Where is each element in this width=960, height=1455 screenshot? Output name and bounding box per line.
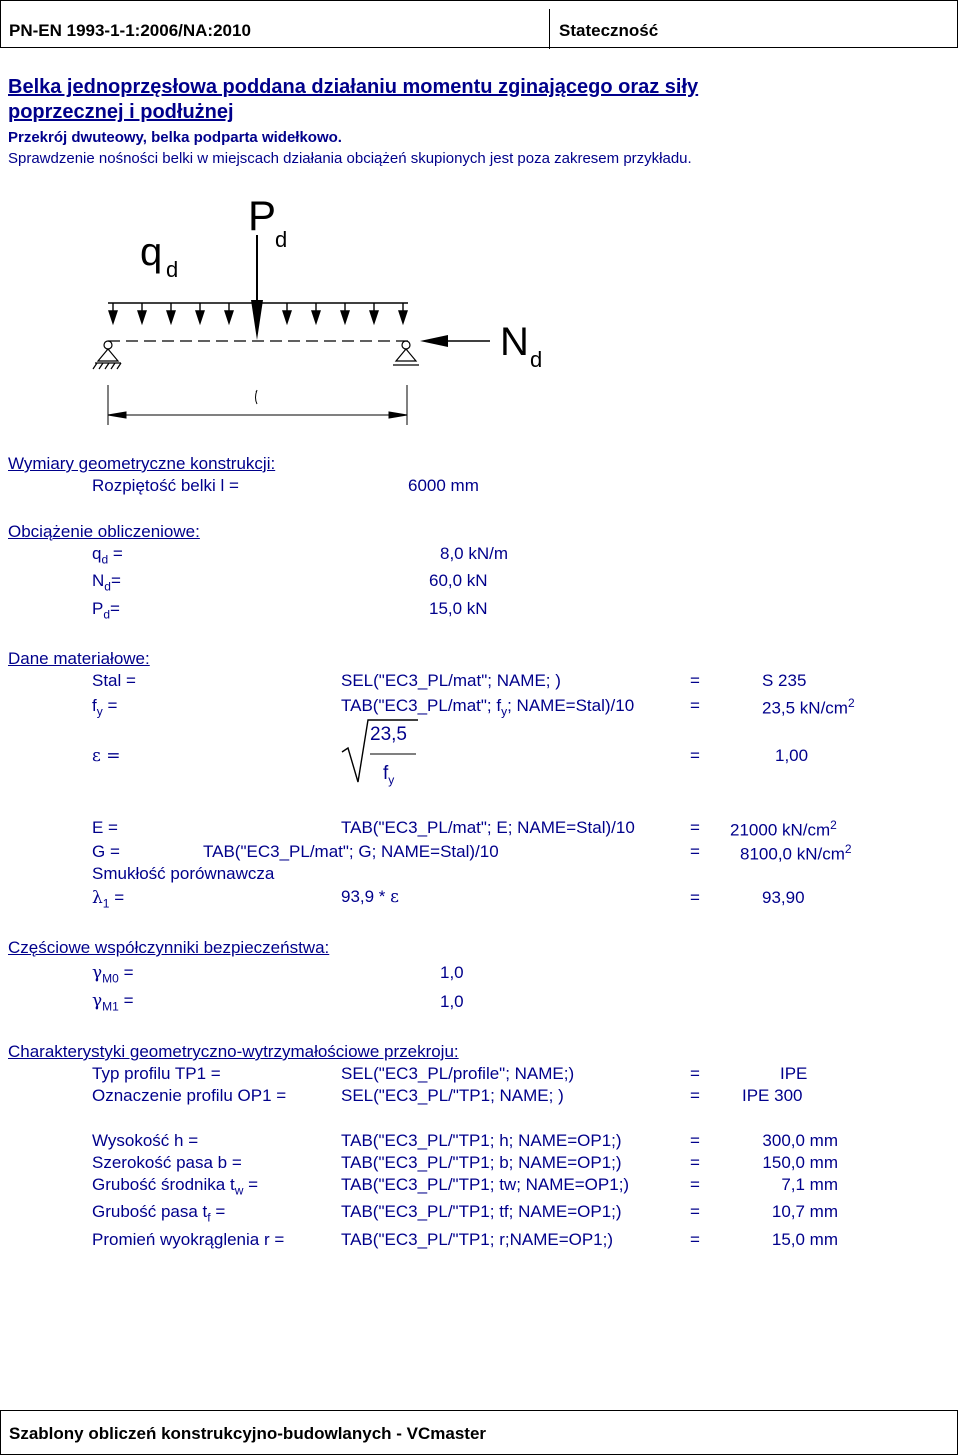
n-symbol: N — [500, 320, 529, 364]
steel-label: Stal = — [92, 671, 136, 690]
root-radius-formula: TAB("EC3_PL/"TP1; r;NAME=OP1;) — [341, 1230, 614, 1249]
span-label: Rozpiętość belki l = — [92, 476, 239, 495]
gamma-m0-value: 1,0 — [440, 963, 464, 982]
q-label: $q_d$ = — [92, 544, 123, 567]
q-value: 8,0 kN/m — [440, 544, 509, 563]
fy-label: $f_y$ = — [92, 696, 118, 719]
flange-width-formula: TAB("EC3_PL/"TP1; b; NAME=OP1;) — [341, 1153, 622, 1172]
q-symbol: q — [140, 230, 163, 274]
e-formula: TAB("EC3_PL/mat"; E; NAME=Stal)/10 — [341, 818, 635, 837]
page-header — [0, 0, 958, 48]
fy-equals: = — [690, 696, 700, 715]
height-equals: = — [690, 1131, 700, 1150]
p-subscript: d — [275, 227, 288, 252]
profile-designation-equals: = — [690, 1086, 700, 1105]
n-value: 60,0 kN — [429, 571, 488, 590]
g-equals: = — [690, 842, 700, 861]
document-title-line2: poprzecznej i podłużnej — [8, 101, 234, 123]
dimension-marker: . — [255, 385, 258, 394]
root-radius-equals: = — [690, 1230, 700, 1249]
lambda-equals: = — [690, 888, 700, 907]
profile-type-value: IPE — [780, 1064, 808, 1083]
lambda-value: 93,90 — [762, 888, 805, 907]
profile-designation-formula: SEL("EC3_PL/"TP1; NAME; ) — [341, 1086, 564, 1105]
flange-width-label: Szerokość pasa b = — [92, 1153, 242, 1172]
flange-width-equals: = — [690, 1153, 700, 1172]
scope-note: Sprawdzenie nośności belki w miejscach działania obciążeń skupionych jest poza zakresem przykładu. — [8, 150, 692, 167]
web-thickness-value: 7,1 mm — [781, 1175, 838, 1194]
web-thickness-label: Grubość środnika $t_w$ = — [92, 1175, 259, 1198]
p-symbol: P — [248, 192, 277, 239]
root-radius-value: 15,0 mm — [771, 1230, 838, 1249]
g-label: G = — [92, 842, 120, 861]
geometry-heading: Wymiary geometryczne konstrukcji: — [8, 454, 276, 473]
fy-value: 23,5 $kN/cm^2$ — [762, 696, 855, 718]
span-value: 6000 mm — [408, 476, 479, 495]
profile-type-equals: = — [690, 1064, 700, 1083]
steel-formula: SEL("EC3_PL/mat"; NAME; ) — [341, 671, 561, 690]
profile-designation-value: IPE 300 — [742, 1086, 803, 1105]
p-value: 15,0 kN — [429, 599, 488, 618]
lambda-formula: 93,9 * ε — [341, 887, 399, 907]
height-label: Wysokość h = — [92, 1131, 199, 1150]
root-radius-label: Promień wyokrąglenia r = — [92, 1230, 285, 1249]
gamma-m1-label: $\gamma_{M1}$ = — [92, 991, 134, 1014]
epsilon-label: ε = — [92, 746, 121, 766]
flange-width-value: 150,0 mm — [762, 1153, 838, 1172]
flange-thickness-formula: TAB("EC3_PL/"TP1; tf; NAME=OP1;) — [341, 1202, 622, 1221]
footer-text: Szablony obliczeń konstrukcyjno-budowlanych - VCmaster — [9, 1424, 487, 1443]
page-footer — [0, 1410, 958, 1455]
steel-value: S 235 — [762, 671, 807, 690]
slenderness-label: Smukłość porównawcza — [92, 864, 275, 883]
axial-force-arrow-head — [420, 335, 448, 347]
flange-thickness-label: Grubość pasa $t_f$ = — [92, 1202, 226, 1225]
standard-reference: PN-EN 1993-1-1:2006/NA:2010 — [9, 21, 251, 40]
height-formula: TAB("EC3_PL/"TP1; h; NAME=OP1;) — [341, 1131, 622, 1150]
left-support-icon — [93, 341, 121, 369]
beam-scheme-figure — [0, 185, 600, 435]
g-formula: TAB("EC3_PL/mat"; G; NAME=Stal)/10 — [203, 842, 499, 861]
profile-type-label: Typ profilu TP1 = — [92, 1064, 221, 1083]
g-value: 8100,0 $kN/cm^2$ — [740, 842, 852, 864]
header-divider — [549, 9, 550, 49]
document-subtitle: Przekrój dwuteowy, belka podparta widełkowo. — [8, 129, 342, 146]
point-load-arrow-head — [251, 300, 263, 340]
safety-factors-heading: Częściowe współczynniki bezpieczeństwa: — [8, 938, 330, 957]
material-heading: Dane materiałowe: — [8, 649, 150, 668]
profile-type-formula: SEL("EC3_PL/profile"; NAME;) — [341, 1064, 575, 1083]
section-heading: Charakterystyki geometryczno-wytrzymałościowe przekroju: — [8, 1042, 459, 1061]
e-equals: = — [690, 818, 700, 837]
epsilon-denominator: $f_y$ — [383, 763, 395, 787]
epsilon-value: 1,00 — [775, 746, 809, 765]
n-subscript: d — [530, 347, 543, 372]
document-title-line1: Belka jednoprzęsłowa poddana działaniu momentu zginającego oraz siły — [8, 76, 699, 98]
right-support-icon — [393, 341, 419, 365]
n-label: $N_d=$ — [92, 571, 121, 594]
flange-thickness-value: 10,7 mm — [771, 1202, 838, 1221]
flange-thickness-equals: = — [690, 1202, 700, 1221]
web-thickness-equals: = — [690, 1175, 700, 1194]
steel-equals: = — [690, 671, 700, 690]
gamma-m1-value: 1,0 — [440, 992, 464, 1011]
web-thickness-formula: TAB("EC3_PL/"TP1; tw; NAME=OP1;) — [341, 1175, 630, 1194]
span-dimension-line — [108, 385, 407, 425]
epsilon-equals: = — [690, 746, 700, 765]
height-value: 300,0 mm — [762, 1131, 838, 1150]
section-topic: Stateczność — [559, 21, 659, 40]
gamma-m0-label: $\gamma_{M0}$ = — [92, 963, 134, 986]
p-label: $P_d=$ — [92, 599, 120, 622]
e-value: 21000 $kN/cm^2$ — [730, 818, 837, 840]
epsilon-numerator: 23,5 — [370, 724, 407, 745]
e-label: E = — [92, 818, 118, 837]
fy-formula: TAB("EC3_PL/mat"; $f_y$; NAME=Stal)/10 — [341, 696, 635, 719]
profile-designation-label: Oznaczenie profilu OP1 = — [92, 1086, 287, 1105]
lambda-label: $\lambda_1$ = — [92, 888, 125, 911]
loads-heading: Obciążenie obliczeniowe: — [8, 522, 200, 541]
q-subscript: d — [166, 257, 179, 282]
